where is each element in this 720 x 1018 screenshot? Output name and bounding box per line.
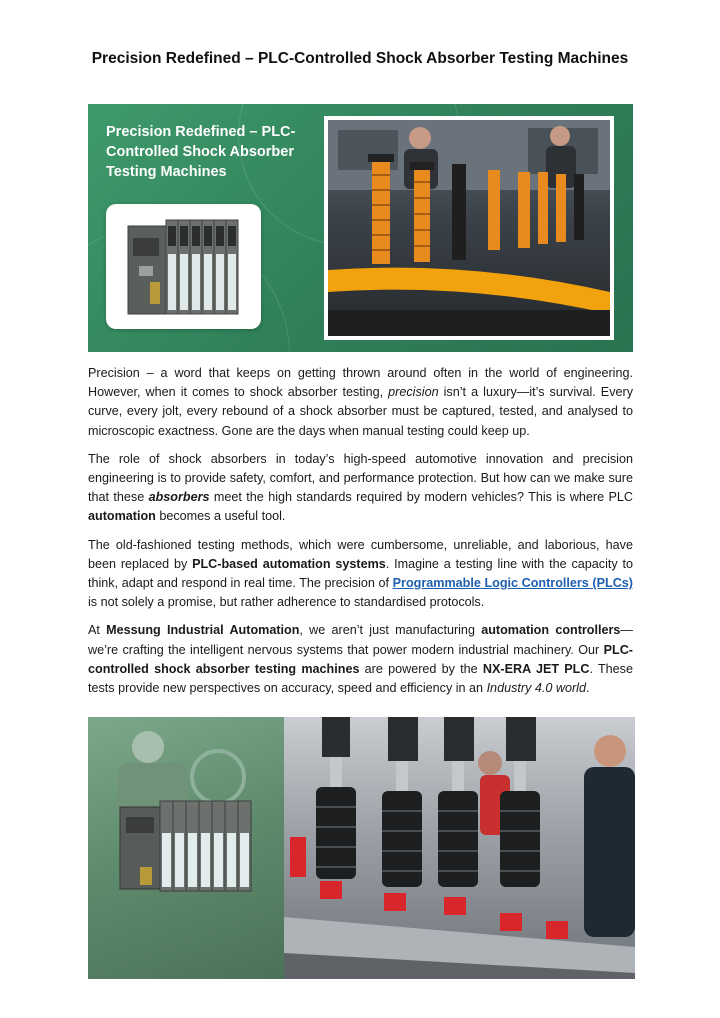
bold-product-name: NX-ERA JET PLC (482, 661, 590, 676)
emphasis-precision: precision (388, 385, 439, 400)
bold-automation: automation (88, 509, 156, 524)
shock-absorber-test-rig-icon (284, 717, 635, 979)
text-run: becomes a useful tool. (155, 509, 286, 524)
bold-company-name: Messung Industrial Automation (106, 623, 300, 638)
banner-heading-line: Testing Machines (106, 164, 227, 180)
bold-automation-controllers: automation controllers (481, 623, 621, 638)
test-rig-photo (88, 717, 635, 979)
text-run: meet the high standards required by modern vehicles? This is where PLC (209, 490, 634, 505)
text-run: is not solely a promise, but rather adherence to standardised protocols. (88, 595, 485, 610)
banner-heading-line: Controlled Shock Absorber (106, 144, 294, 160)
text-run: . These tests provide new perspectives on accuracy, speed and efficiency in an (88, 661, 633, 696)
shock-absorber-test-rig-icon (328, 120, 610, 336)
text-run: . (585, 681, 590, 696)
factory-photo (324, 116, 614, 340)
text-run: The old-fashioned testing methods, which were cumbersome, unreliable, and laborious, have been replaced by (88, 537, 633, 571)
article-body (88, 364, 633, 707)
text-run: —we’re crafting the intelligent nervous systems that power modern industrial machinery. Our (88, 623, 633, 657)
hero-banner-image (88, 104, 633, 352)
plc-photo-panel (88, 717, 284, 979)
banner-heading (106, 122, 316, 182)
paragraph-4 (88, 621, 633, 698)
emphasis-absorbers: absorbers (148, 490, 210, 505)
bold-testing-machines: PLC-controlled shock absorber testing machines (88, 642, 633, 676)
plc-link[interactable]: Programmable Logic Controllers (PLCs) (392, 576, 633, 591)
text-run: . Imagine a testing line with the capacity to think, adapt and respond in real time. The precision of (88, 556, 633, 591)
emphasis-industry: Industry 4.0 world (486, 681, 586, 696)
paragraph-3 (88, 536, 633, 613)
paragraph-2 (88, 450, 633, 527)
page-title: Precision Redefined – PLC-Controlled Shock Absorber Testing Machines (91, 50, 629, 67)
plc-controller-icon (106, 204, 261, 329)
text-run: isn’t a luxury—it’s survival. Every curve, every jolt, every rebound of a shock absorber must be captured, tested, and analysed to microscopic exactness. Gone are the days when manual testing could keep up. (88, 385, 633, 438)
text-run: are powered by the (359, 661, 483, 676)
text-run: The role of shock absorbers in today’s high-speed automotive innovation and precision engineering is to provide safety, comfort, and performance protection. But how can we make sure that these (88, 451, 633, 505)
banner-heading-line: Precision Redefined – PLC- (106, 124, 296, 140)
text-run: At (88, 623, 107, 638)
text-run: , we aren’t just manufacturing (299, 623, 482, 638)
paragraph-1 (88, 364, 633, 441)
plc-product-card (106, 204, 261, 329)
text-run: Precision – a word that keeps on getting thrown around often in the world of engineering. However, when it comes to shock absorber testing, (88, 366, 633, 400)
plc-controller-icon (88, 717, 284, 979)
bold-plc-systems: PLC-based automation systems (192, 556, 386, 571)
shock-absorber-photo-panel (284, 717, 635, 979)
